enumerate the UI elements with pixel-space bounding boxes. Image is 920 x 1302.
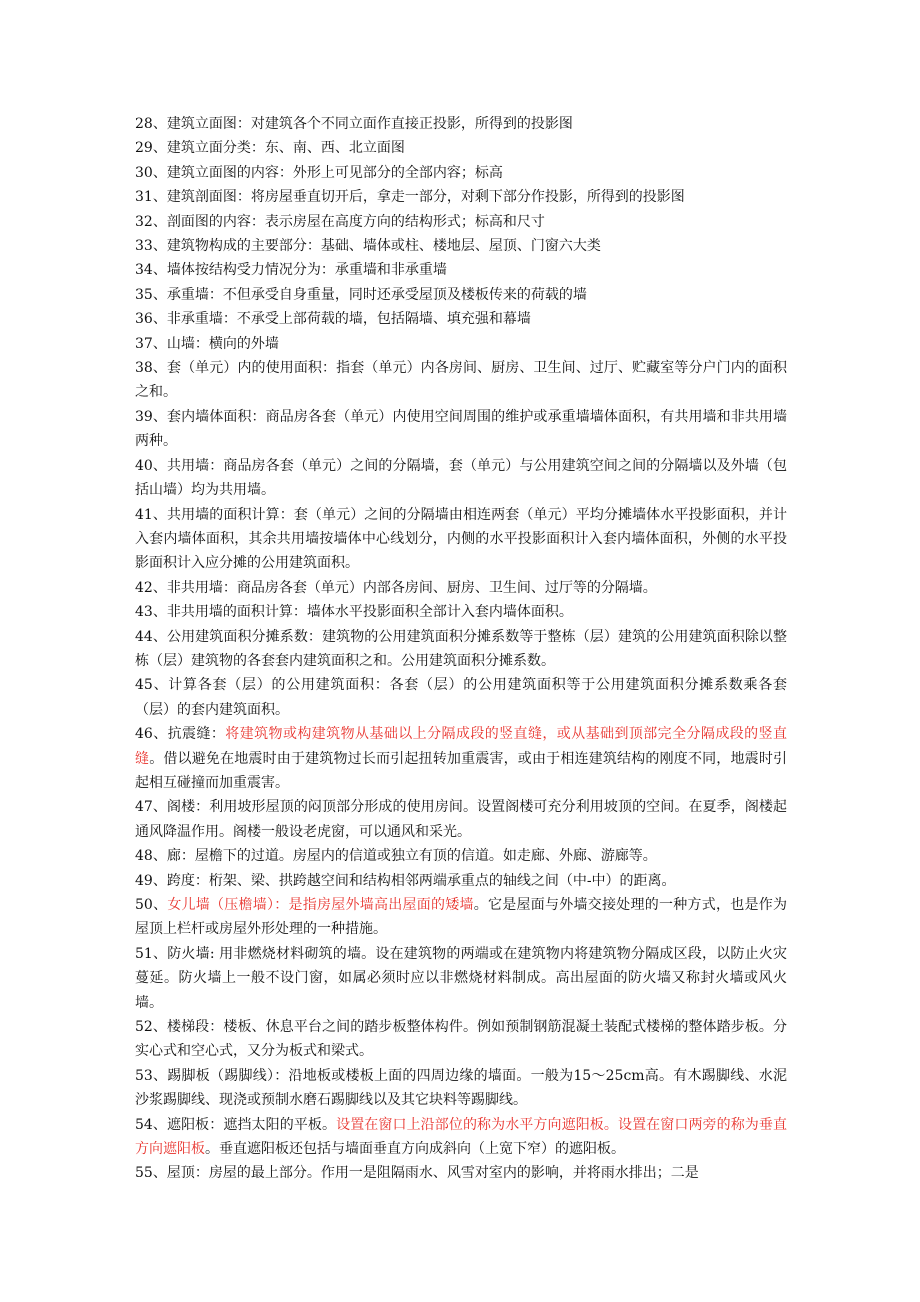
text-segment: 38、套（单元）内的使用面积：指套（单元）内各房间、厨房、卫生间、过厅、贮藏室等分户门内的面积之和。 [135,360,787,401]
glossary-item [135,1015,787,1064]
text-segment: 53、踢脚板（踢脚线）：沿地板或楼板上面的四周边缘的墙面。一般为15～25cm高。有木踢脚线、水泥沙浆踢脚线、现浇或预制水磨石踢脚线以及其它块料等踢脚线。 [135,1067,787,1109]
glossary-item [135,210,787,234]
glossary-item [135,405,787,454]
text-segment: 40、共用墙：商品房各套（单元）之间的分隔墙，套（单元）与公用建筑空间之间的分隔墙以及外墙（包括山墙）均为共用墙。 [135,457,787,499]
text-segment: 43、非共用墙的面积计算：墙体水平投影面积全部计入套内墙体面积。 [135,604,573,621]
text-segment: 52、楼梯段：楼板、休息平台之间的踏步板整体构件。例如预制钢筋混凝土装配式楼梯的整体踏步板。分实心式和空心式，又分为板式和梁式。 [135,1019,787,1060]
text-segment: 34、墙体按结构受力情况分为：承重墙和非承重墙 [135,262,447,279]
text-segment: 28、建筑立面图：对建筑各个不同立面作直接正投影，所得到的投影图 [135,116,573,132]
text-segment: 42、非共用墙：商品房各套（单元）内部各房间、厨房、卫生间、过厅等的分隔墙。 [135,579,657,596]
text-segment: 37、山墙：横向的外墙 [135,335,279,352]
glossary-item [135,136,787,160]
glossary-item [135,161,787,185]
text-segment: 55、屋顶：房屋的最上部分。作用一是阻隔雨水、风雪对室内的影响，并将雨水排出；二是 [135,1165,699,1182]
glossary-item [135,283,787,307]
text-segment: 54、遮阳板：遮挡太阳的平板。 [135,1116,337,1133]
text-segment: 32、剖面图的内容：表示房屋在高度方向的结构形式；标高和尺寸 [135,213,545,230]
text-segment: 。垂直遮阳板还包括与墙面垂直方向成斜向（上宽下窄）的遮阳板。 [205,1141,625,1158]
text-segment: 50、 [135,897,168,913]
glossary-item [135,869,787,893]
glossary-item [135,503,787,576]
glossary-item [135,600,787,624]
text-segment: 48、廊：屋檐下的过道。房屋内的信道或独立有顶的信道。如走廊、外廊、游廊等。 [135,848,657,865]
glossary-item [135,112,787,136]
glossary-item [135,1161,787,1185]
glossary-item [135,332,787,356]
glossary-item [135,722,787,795]
glossary-item [135,356,787,405]
text-segment: 33、建筑物构成的主要部分：基础、墙体或柱、楼地层、屋顶、门窗六大类 [135,238,601,255]
text-segment: 49、跨度：桁架、梁、拱跨越空间和结构相邻两端承重点的轴线之间（中-中）的距离。 [135,872,676,889]
glossary-item [135,942,787,1015]
text-segment: 31、建筑剖面图：将房屋垂直切开后，拿走一部分，对剩下部分作投影，所得到的投影图 [135,189,685,206]
glossary-item [135,307,787,331]
glossary-item [135,258,787,282]
glossary-item [135,185,787,209]
glossary-item [135,844,787,868]
text-segment: 。它是屋面与外墙交接处理的一种方式，也是作为屋顶上栏杆或房屋外形处理的一种措施。 [135,897,787,938]
highlighted-text: 将建筑物或构建筑物从基础以上分隔成段的竖直缝，或从基础到顶部完全分隔成段的竖直缝 [135,726,787,767]
highlighted-text: 女儿墙（压檐墙）：是指房屋外墙高出屋面的矮墙 [167,897,474,913]
text-segment: 46、抗震缝： [135,726,226,743]
text-segment: 41、共用墙的面积计算：套（单元）之间的分隔墙由相连两套（单元）平均分摊墙体水平投影面积，并计入套内墙体面积，其余共用墙按墙体中心线划分，内侧的水平投影面积计入套内墙体面积，外侧的水平投影面积计入应分摊的公用建筑面积。 [135,506,787,572]
text-segment: 36、非承重墙：不承受上部荷载的墙，包括隔墙、填充强和幕墙 [135,311,531,328]
text-segment: 35、承重墙：不但承受自身重量，同时还承受屋顶及楼板传来的荷载的墙 [135,286,587,303]
document-body [135,112,787,1186]
glossary-item [135,795,787,844]
text-segment: 47、阁楼：利用坡形屋顶的闷顶部分形成的使用房间。设置阁楼可充分利用坡顶的空间。在夏季，阁楼起通风降温作用。阁楼一般设老虎窗，可以通风和采光。 [135,799,787,840]
glossary-item [135,454,787,503]
glossary-item [135,1064,787,1113]
text-segment: 30、建筑立面图的内容：外形上可见部分的全部内容；标高 [135,164,503,181]
text-segment: 。借以避免在地震时由于建筑物过长而引起扭转加重震害，或由于相连建筑结构的刚度不同，地震时引起相互碰撞而加重震害。 [135,750,788,791]
glossary-item [135,576,787,600]
glossary-item [135,673,787,722]
text-segment: 29、建筑立面分类：东、南、西、北立面图 [135,140,405,157]
glossary-item [135,234,787,258]
glossary-item [135,625,787,674]
text-segment: 51、防火墙: 用非燃烧材料砌筑的墙。设在建筑物的两端或在建筑物内将建筑物分隔成区段，以防止火灾蔓延。防火墙上一般不设门窗，如属必须时应以非燃烧材料制成。高出屋面的防火墙又称封火墙或风火墙。 [135,945,787,1011]
glossary-item [135,893,787,942]
highlighted-text: 设置在窗口上沿部位的称为水平方向遮阳板。设置在窗口两旁的称为垂直方向遮阳板 [135,1116,787,1158]
text-segment: 39、套内墙体面积：商品房各套（单元）内使用空间周围的维护或承重墙墙体面积，有共用墙和非共用墙两种。 [135,408,787,450]
text-segment: 44、公用建筑面积分摊系数：建筑物的公用建筑面积分摊系数等于整栋（层）建筑的公用建筑面积除以整栋（层）建筑物的各套套内建筑面积之和。公用建筑面积分摊系数。 [135,628,787,669]
glossary-item [135,1113,787,1162]
text-segment: 45、计算各套（层）的公用建筑面积：各套（层）的公用建筑面积等于公用建筑面积分摊系数乘各套（层）的套内建筑面积。 [135,677,787,718]
